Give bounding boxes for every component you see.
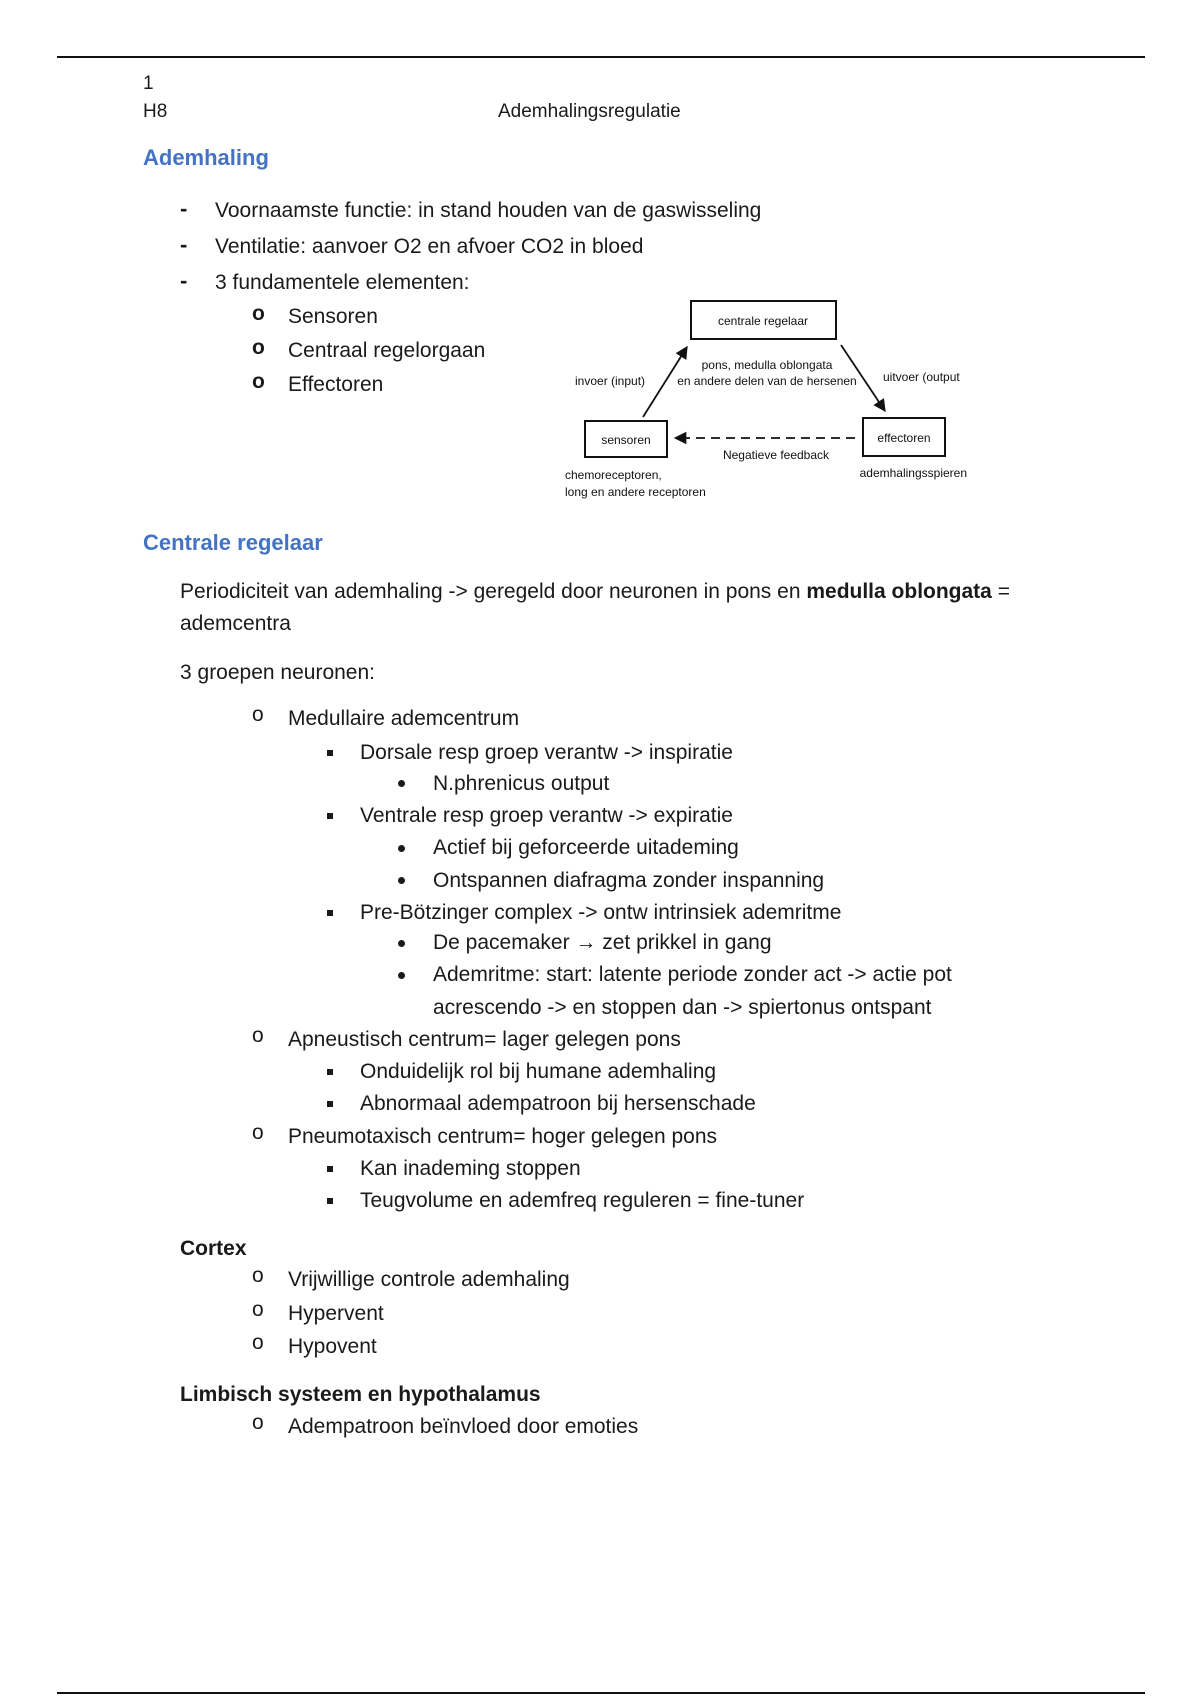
list-item: Hypovent (288, 1335, 377, 1358)
central-regulator-desc: en andere delen van de hersenen (677, 374, 857, 388)
list-item-text: De pacemaker (433, 931, 576, 954)
sensor-label: sensoren (601, 433, 651, 447)
list-item: Pneumotaxisch centrum= hoger gelegen pons (288, 1125, 718, 1148)
page-number: 1 (143, 73, 154, 94)
square-bullet (327, 910, 333, 916)
round-bullet (398, 845, 405, 852)
chapter-label: H8 (143, 101, 168, 122)
round-bullet (398, 940, 405, 947)
list-item: Ventilatie: aanvoer O2 en afvoer CO2 in bloed (215, 235, 644, 258)
list-item: Centraal regelorgaan (288, 339, 486, 362)
circle-marker: o (252, 1298, 264, 1321)
round-bullet (398, 877, 405, 884)
page-title: Ademhalingsregulatie (498, 101, 681, 122)
list-item: Sensoren (288, 305, 378, 328)
circle-marker: o (252, 1411, 264, 1434)
circle-marker: o (252, 1331, 264, 1354)
section-heading-ademhaling: Ademhaling (143, 145, 269, 170)
circle-marker: o (252, 1121, 264, 1144)
right-arrow-icon: → (575, 931, 597, 954)
list-item-text: zet prikkel in gang (596, 931, 772, 954)
circle-marker: o (252, 1024, 264, 1047)
effector-desc: ademhalingsspieren (859, 466, 967, 480)
circle-marker: o (252, 703, 264, 726)
bottom-rule (57, 1692, 1145, 1694)
list-item: Actief bij geforceerde uitademing (433, 836, 739, 859)
list-item: 3 fundamentele elementen: (215, 271, 470, 294)
list-item: Ventrale resp groep verantw -> expiratie (360, 804, 733, 827)
cortex-heading: Cortex (180, 1237, 247, 1260)
list-item: Abnormaal adempatroon bij hersenschade (360, 1092, 756, 1115)
central-regulator-label: centrale regelaar (717, 314, 809, 328)
input-label: invoer (input) (575, 374, 646, 388)
list-item: Pre-Bötzinger complex -> ontw intrinsiek ademritme (360, 901, 842, 924)
circle-marker: o (252, 302, 265, 325)
square-bullet (327, 750, 333, 756)
central-regulator-desc: pons, medulla oblongata (701, 358, 833, 372)
groups-label: 3 groepen neuronen: (180, 661, 375, 684)
list-item: Ontspannen diafragma zonder inspanning (433, 869, 825, 892)
square-bullet (327, 1101, 333, 1107)
list-item: Vrijwillige controle ademhaling (288, 1268, 570, 1291)
square-bullet (327, 1198, 333, 1204)
list-item: Voornaamste functie: in stand houden van de gaswisseling (215, 199, 762, 222)
dash-marker: - (180, 232, 188, 257)
intro-text: ademcentra (180, 612, 291, 635)
sensor-desc: long en andere receptoren (565, 485, 706, 499)
list-item: Dorsale resp groep verantw -> inspiratie (360, 741, 733, 764)
feedback-label: Negatieve feedback (722, 448, 830, 462)
circle-marker: o (252, 1264, 264, 1287)
circle-marker: o (252, 370, 265, 393)
round-bullet (398, 972, 405, 979)
sensor-desc: chemoreceptoren, (565, 468, 662, 482)
list-item: Ademritme: start: latente periode zonder act -> actie pot (433, 963, 952, 986)
list-item: Onduidelijk rol bij humane ademhaling (360, 1060, 717, 1083)
list-item: Kan inademing stoppen (360, 1157, 581, 1180)
effector-label: effectoren (877, 431, 931, 445)
square-bullet (327, 1166, 333, 1172)
list-item-continuation: acrescendo -> en stoppen dan -> spiertonus ontspant (433, 996, 932, 1019)
square-bullet (327, 813, 333, 819)
intro-text: = (991, 580, 1010, 603)
dash-marker: - (180, 196, 188, 221)
feedback-loop-diagram (563, 277, 973, 507)
list-item: Adempatroon beïnvloed door emoties (288, 1415, 639, 1438)
intro-text: Periodiciteit van ademhaling -> geregeld door neuronen in pons en (180, 580, 807, 603)
list-item: Medullaire ademcentrum (288, 707, 520, 730)
section-heading-centrale-regelaar: Centrale regelaar (143, 530, 323, 555)
list-item: Effectoren (288, 373, 384, 396)
list-item: Apneustisch centrum= lager gelegen pons (288, 1028, 681, 1051)
round-bullet (398, 780, 405, 787)
list-item (433, 927, 772, 959)
square-bullet (327, 1069, 333, 1075)
list-item: Teugvolume en ademfreq reguleren = fine-tuner (360, 1189, 805, 1212)
limbic-heading: Limbisch systeem en hypothalamus (180, 1383, 541, 1406)
top-rule (57, 56, 1145, 58)
dash-marker: - (180, 268, 188, 293)
circle-marker: o (252, 336, 265, 359)
list-item: N.phrenicus output (433, 772, 610, 795)
list-item: Hypervent (288, 1302, 384, 1325)
intro-bold-term: medulla oblongata (806, 580, 992, 603)
intro-paragraph (180, 576, 1060, 640)
output-label: uitvoer (output (883, 370, 960, 384)
